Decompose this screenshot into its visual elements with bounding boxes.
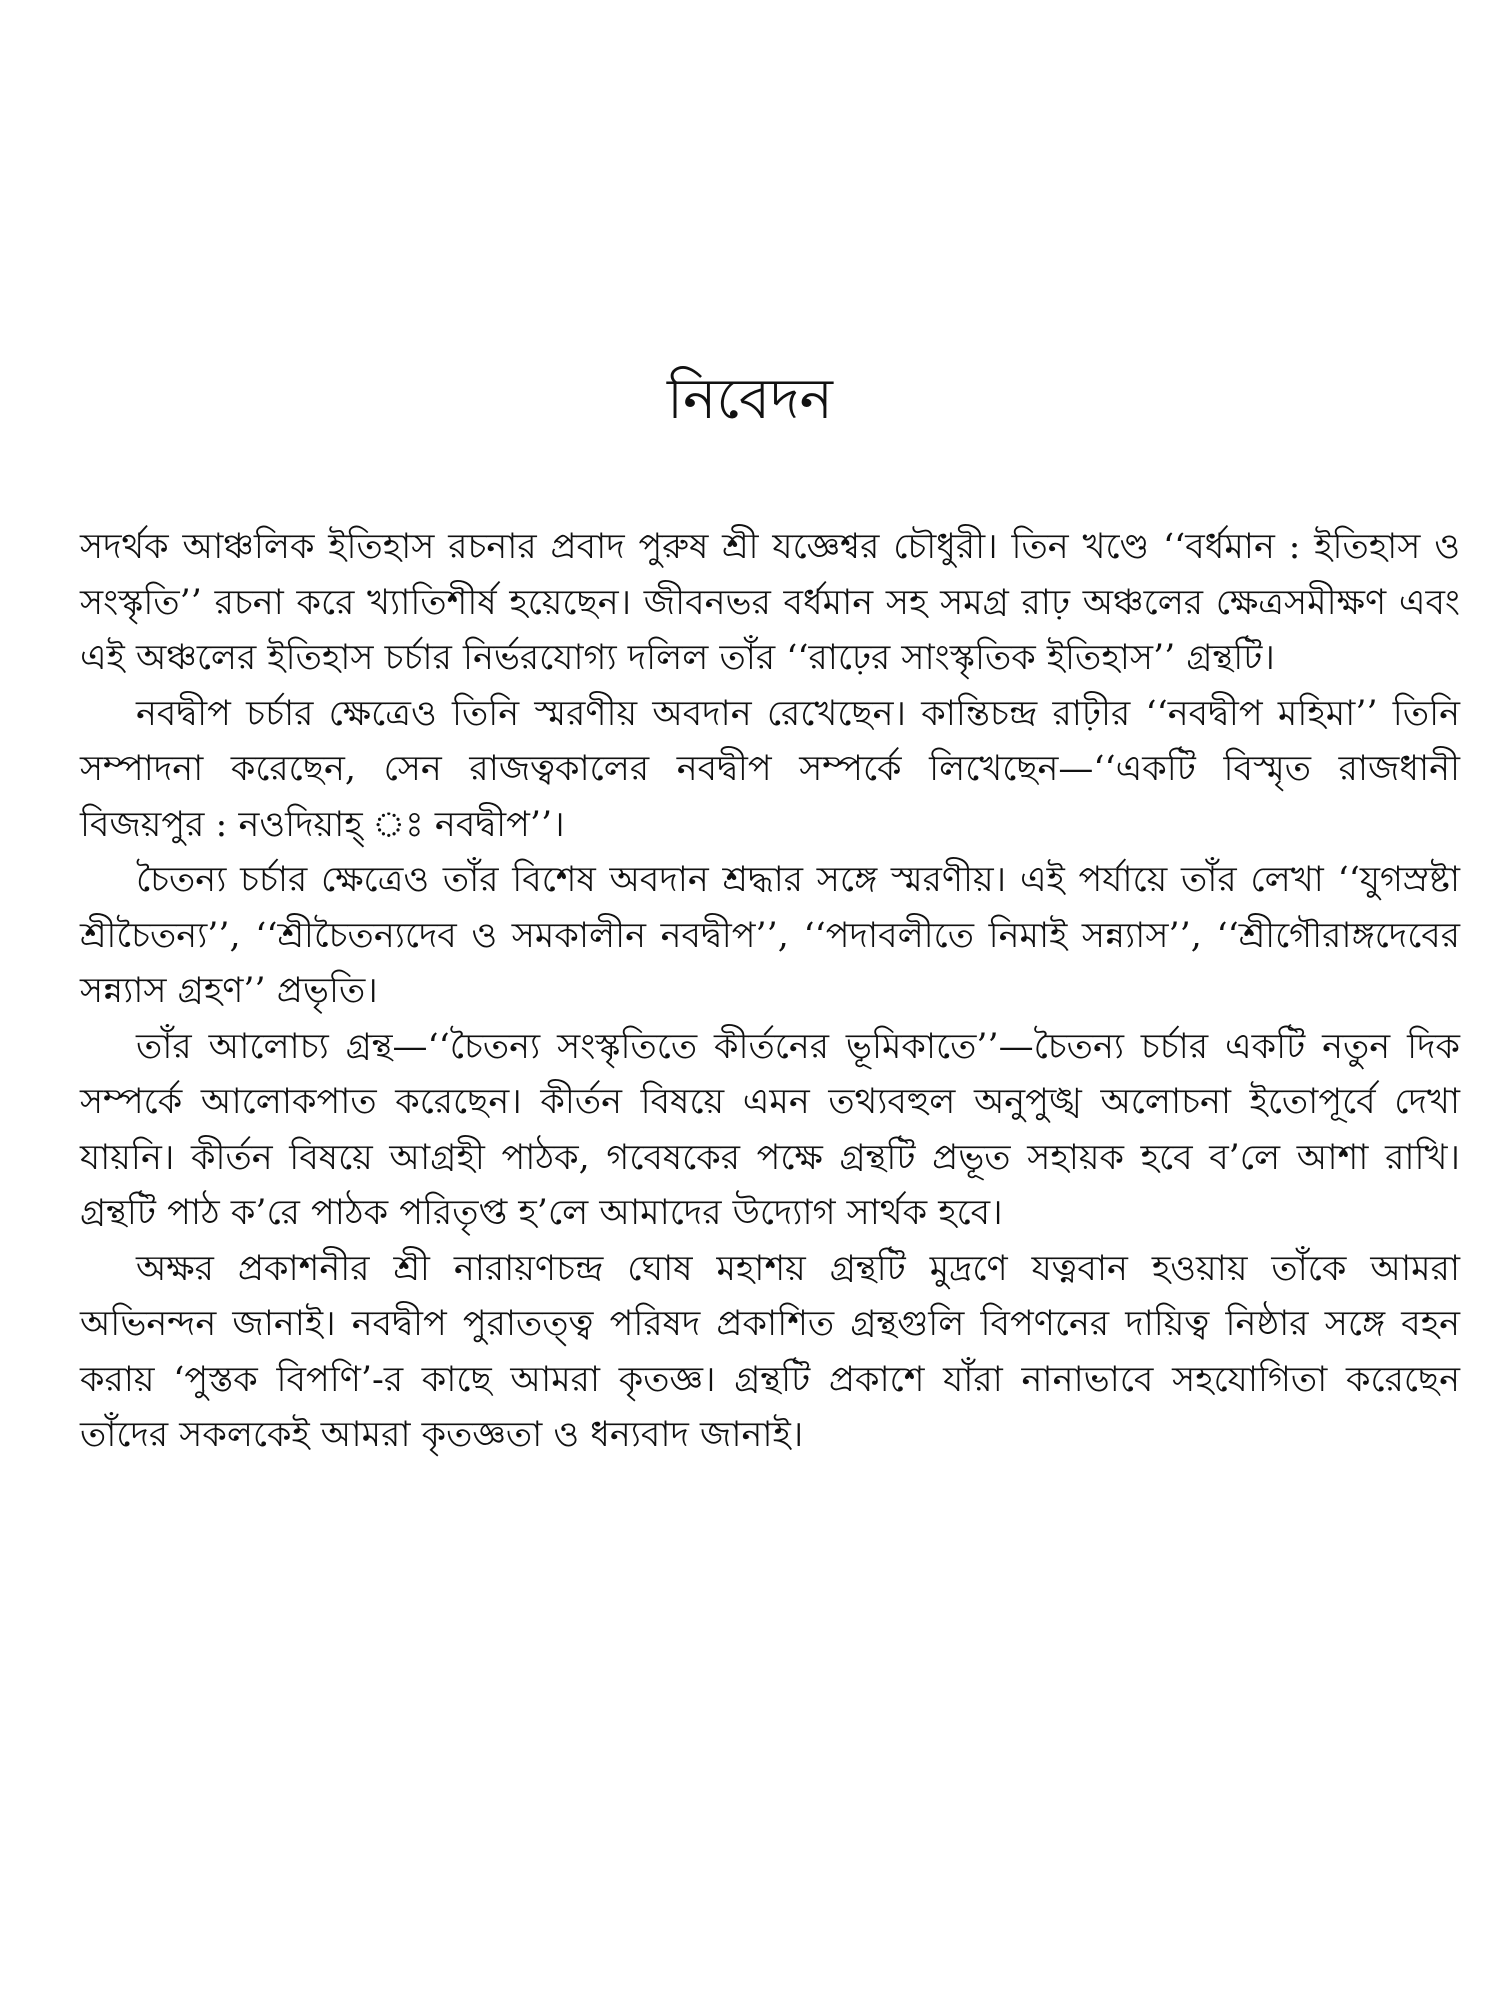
paragraph-4: তাঁর আলোচ্য গ্রন্থ—‘‘চৈতন্য সংস্কৃতিতে কীর্তনের ভূমিকাতে’’—চৈতন্য চর্চার একটি নতুন দিক সম্পর্কে আলোকপাত করেছেন। কীর্তন বিষয়ে এমন তথ্যবহুল অনুপুঙ্খ অলোচনা ইতোপূর্বে দেখা যায়নি। কীর্তন বিষয়ে আগ্রহী পাঠক, গবেষকের পক্ষে গ্রন্থটি প্রভূত সহায়ক হবে ব’লে আশা রাখি। গ্রন্থটি পাঠ ক’রে পাঠক পরিতৃপ্ত হ’লে আমাদের উদ্যোগ সার্থক হবে। — [80, 1026, 1460, 1233]
paragraph-3: চৈতন্য চর্চার ক্ষেত্রেও তাঁর বিশেষ অবদান শ্রদ্ধার সঙ্গে স্মরণীয়। এই পর্যায়ে তাঁর লেখা ‘‘যুগস্রষ্টা শ্রীচৈতন্য’’, ‘‘শ্রীচৈতন্যদেব ও সমকালীন নবদ্বীপ’’, ‘‘পদাবলীতে নিমাই সন্ন্যাস’’, ‘‘শ্রীগৌরাঙ্গদেবের সন্ন্যাস গ্রহণ’’ প্রভৃতি। — [80, 860, 1460, 1011]
paragraph-5: অক্ষর প্রকাশনীর শ্রী নারায়ণচন্দ্র ঘোষ মহাশয় গ্রন্থটি মুদ্রণে যত্নবান হওয়ায় তাঁকে আমরা অভিনন্দন জানাই। নবদ্বীপ পুরাতত্ত্ব পরিষদ প্রকাশিত গ্রন্থগুলি বিপণনের দায়িত্ব নিষ্ঠার সঙ্গে বহন করায় ‘পুস্তক বিপণি’-র কাছে আমরা কৃতজ্ঞ। গ্রন্থটি প্রকাশে যাঁরা নানাভাবে সহযোগিতা করেছেন তাঁদের সকলকেই আমরা কৃতজ্ঞতা ও ধন্যবাদ জানাই। — [80, 1248, 1460, 1455]
page-title: নিবেদন — [667, 367, 833, 432]
body-text — [80, 520, 1460, 1464]
paragraph-1: সদর্থক আঞ্চলিক ইতিহাস রচনার প্রবাদ পুরুষ শ্রী যজ্ঞেশ্বর চৌধুরী। তিন খণ্ডে ‘‘বর্ধমান : ইতিহাস ও সংস্কৃতি’’ রচনা করে খ্যাতিশীর্ষ হয়েছেন। জীবনভর বর্ধমান সহ সমগ্র রাঢ় অঞ্চলের ক্ষেত্রসমীক্ষণ এবং এই অঞ্চলের ইতিহাস চর্চার নির্ভরযোগ্য দলিল তাঁর ‘‘রাঢ়ের সাংস্কৃতিক ইতিহাস’’ গ্রন্থটি। — [80, 527, 1460, 678]
paragraph-2: নবদ্বীপ চর্চার ক্ষেত্রেও তিনি স্মরণীয় অবদান রেখেছেন। কান্তিচন্দ্র রাঢ়ীর ‘‘নবদ্বীপ মহিমা’’ তিনি সম্পাদনা করেছেন, সেন রাজত্বকালের নবদ্বীপ সম্পর্কে লিখেছেন—‘‘একটি বিস্মৃত রাজধানী বিজয়পুর : নওদিয়াহ্‌ ঃ নবদ্বীপ’’। — [80, 693, 1460, 845]
